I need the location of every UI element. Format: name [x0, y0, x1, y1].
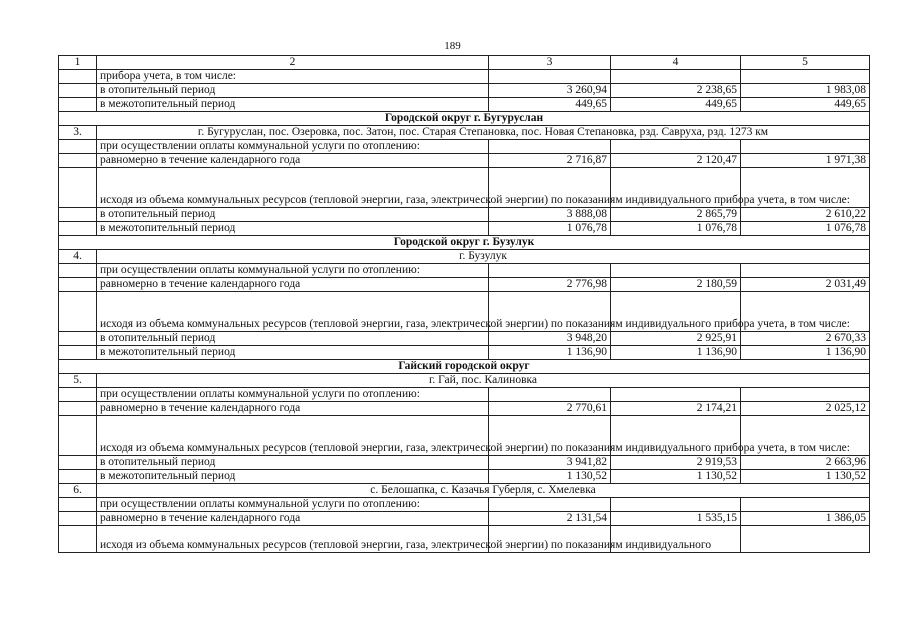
- row-label: в межотопительный период: [97, 346, 489, 360]
- value-col-4: 2 865,79: [611, 208, 741, 222]
- row-label: исходя из объема коммунальных ресурсов (тепловой энергии, газа, электрической энергии) по показаниям индивидуального прибора учета, в том числе:: [97, 292, 489, 332]
- column-header-1: 1: [59, 56, 97, 70]
- value-col-3: 3 941,82: [489, 456, 611, 470]
- table-body: [59, 70, 870, 553]
- table-row: [59, 84, 870, 98]
- row-number-cell: [59, 388, 97, 402]
- row-label: при осуществлении оплаты коммунальной услуги по отоплению:: [97, 388, 489, 402]
- table-row: [59, 512, 870, 526]
- value-col-4: [611, 498, 741, 512]
- section-heading-row: [59, 360, 870, 374]
- value-col-4: 2 120,47: [611, 154, 741, 168]
- row-label: в отопительный период: [97, 332, 489, 346]
- locality-name: г. Бузулук: [97, 250, 870, 264]
- table-row: [59, 208, 870, 222]
- value-col-3: 1 130,52: [489, 470, 611, 484]
- value-col-5: [741, 140, 870, 154]
- value-col-5: [741, 70, 870, 84]
- column-header-3: 3: [489, 56, 611, 70]
- table-row: [59, 416, 870, 456]
- table-row: [59, 402, 870, 416]
- section-heading-row: [59, 112, 870, 126]
- column-header-4: 4: [611, 56, 741, 70]
- value-col-4: [611, 388, 741, 402]
- value-col-5: [741, 498, 870, 512]
- value-col-5: 2 670,33: [741, 332, 870, 346]
- row-label: при осуществлении оплаты коммунальной услуги по отоплению:: [97, 498, 489, 512]
- column-header-row: [59, 56, 870, 70]
- row-number-cell: [59, 332, 97, 346]
- value-col-3: 3 948,20: [489, 332, 611, 346]
- value-col-4: 2 925,91: [611, 332, 741, 346]
- locality-row: [59, 250, 870, 264]
- row-label: при осуществлении оплаты коммунальной услуги по отоплению:: [97, 264, 489, 278]
- table-row: [59, 470, 870, 484]
- value-col-5: [741, 264, 870, 278]
- value-col-3: [489, 140, 611, 154]
- row-number-cell: [59, 498, 97, 512]
- row-label: равномерно в течение календарного года: [97, 402, 489, 416]
- item-number: 5.: [59, 374, 97, 388]
- row-number-cell: [59, 292, 97, 332]
- value-col-5: [741, 388, 870, 402]
- row-label: в межотопительный период: [97, 470, 489, 484]
- column-header-2: 2: [97, 56, 489, 70]
- value-col-3: 3 260,94: [489, 84, 611, 98]
- value-col-5: 1 983,08: [741, 84, 870, 98]
- value-col-4: 1 130,52: [611, 470, 741, 484]
- locality-name: г. Бугуруслан, пос. Озеровка, пос. Затон, пос. Старая Степановка, пос. Новая Степановка, рзд. Савруха, рзд. 1273 км: [97, 126, 870, 140]
- table-row: [59, 70, 870, 84]
- row-number-cell: [59, 98, 97, 112]
- column-header-5: 5: [741, 56, 870, 70]
- table-row: [59, 498, 870, 512]
- section-heading: Городской округ г. Бугуруслан: [59, 112, 870, 126]
- value-col-5: 2 025,12: [741, 402, 870, 416]
- table-row: [59, 168, 870, 208]
- value-col-4: [611, 264, 741, 278]
- value-col-3: 2 770,61: [489, 402, 611, 416]
- row-label: в отопительный период: [97, 456, 489, 470]
- value-col-5: 1 076,78: [741, 222, 870, 236]
- value-col-3: 449,65: [489, 98, 611, 112]
- row-number-cell: [59, 456, 97, 470]
- table-row: [59, 140, 870, 154]
- row-label: исходя из объема коммунальных ресурсов (тепловой энергии, газа, электрической энергии) по показаниям индивидуального прибора учета, в том числе:: [97, 168, 489, 208]
- row-label: в отопительный период: [97, 84, 489, 98]
- row-label: прибора учета, в том числе:: [97, 70, 489, 84]
- table-row: [59, 346, 870, 360]
- row-number-cell: [59, 346, 97, 360]
- value-col-5: 2 610,22: [741, 208, 870, 222]
- row-label: в межотопительный период: [97, 98, 489, 112]
- locality-row: [59, 484, 870, 498]
- value-col-4: 1 076,78: [611, 222, 741, 236]
- value-col-5: 2 031,49: [741, 278, 870, 292]
- value-col-4: 1 136,90: [611, 346, 741, 360]
- table-row: [59, 526, 870, 553]
- table-row: [59, 154, 870, 168]
- locality-row: [59, 374, 870, 388]
- locality-name: с. Белошапка, с. Казачья Губерля, с. Хмелевка: [97, 484, 870, 498]
- tariff-table: [58, 55, 870, 553]
- locality-name: г. Гай, пос. Калиновка: [97, 374, 870, 388]
- row-label: исходя из объема коммунальных ресурсов (тепловой энергии, газа, электрической энергии) по показаниям индивидуального прибора учета, в том числе:: [97, 416, 489, 456]
- page-number: 189: [444, 40, 461, 52]
- table-row: [59, 388, 870, 402]
- row-label: равномерно в течение календарного года: [97, 154, 489, 168]
- value-col-3: 2 131,54: [489, 512, 611, 526]
- value-col-4: 2 919,53: [611, 456, 741, 470]
- row-number-cell: [59, 168, 97, 208]
- row-label: исходя из объема коммунальных ресурсов (тепловой энергии, газа, электрической энергии) по показаниям индивидуального: [97, 526, 489, 553]
- row-number-cell: [59, 140, 97, 154]
- row-number-cell: [59, 416, 97, 456]
- value-col-3: 1 136,90: [489, 346, 611, 360]
- value-col-5: 1 130,52: [741, 470, 870, 484]
- row-number-cell: [59, 470, 97, 484]
- value-col-5: 1 386,05: [741, 512, 870, 526]
- row-label: равномерно в течение календарного года: [97, 512, 489, 526]
- table-row: [59, 222, 870, 236]
- row-number-cell: [59, 154, 97, 168]
- value-col-3: 1 076,78: [489, 222, 611, 236]
- value-col-5: 1 136,90: [741, 346, 870, 360]
- value-col-3: [489, 264, 611, 278]
- value-col-3: 2 716,87: [489, 154, 611, 168]
- value-col-3: 2 776,98: [489, 278, 611, 292]
- value-col-4: 449,65: [611, 98, 741, 112]
- value-col-3: [489, 70, 611, 84]
- table-row: [59, 98, 870, 112]
- row-number-cell: [59, 70, 97, 84]
- value-col-4: 2 180,59: [611, 278, 741, 292]
- row-label: при осуществлении оплаты коммунальной услуги по отоплению:: [97, 140, 489, 154]
- value-col-4: 2 238,65: [611, 84, 741, 98]
- item-number: 3.: [59, 126, 97, 140]
- table-row: [59, 278, 870, 292]
- table-row: [59, 332, 870, 346]
- item-number: 6.: [59, 484, 97, 498]
- value-col-4: 2 174,21: [611, 402, 741, 416]
- row-number-cell: [59, 512, 97, 526]
- table-row: [59, 264, 870, 278]
- row-number-cell: [59, 526, 97, 553]
- value-col-5: 1 971,38: [741, 154, 870, 168]
- value-col-3: [489, 388, 611, 402]
- value-col-3: [489, 498, 611, 512]
- row-label: равномерно в течение календарного года: [97, 278, 489, 292]
- row-number-cell: [59, 278, 97, 292]
- row-number-cell: [59, 84, 97, 98]
- value-col-5: 449,65: [741, 98, 870, 112]
- value-col-4: [611, 70, 741, 84]
- row-label: в межотопительный период: [97, 222, 489, 236]
- row-number-cell: [59, 402, 97, 416]
- row-number-cell: [59, 222, 97, 236]
- row-label: в отопительный период: [97, 208, 489, 222]
- section-heading: Городской округ г. Бузулук: [59, 236, 870, 250]
- table-row: [59, 456, 870, 470]
- value-col-5: 2 663,96: [741, 456, 870, 470]
- value-col-3: 3 888,08: [489, 208, 611, 222]
- row-number-cell: [59, 208, 97, 222]
- item-number: 4.: [59, 250, 97, 264]
- table-row: [59, 292, 870, 332]
- locality-row: [59, 126, 870, 140]
- value-col-5: [741, 526, 870, 553]
- value-col-4: 1 535,15: [611, 512, 741, 526]
- row-number-cell: [59, 264, 97, 278]
- section-heading: Гайский городской округ: [59, 360, 870, 374]
- value-col-4: [611, 140, 741, 154]
- section-heading-row: [59, 236, 870, 250]
